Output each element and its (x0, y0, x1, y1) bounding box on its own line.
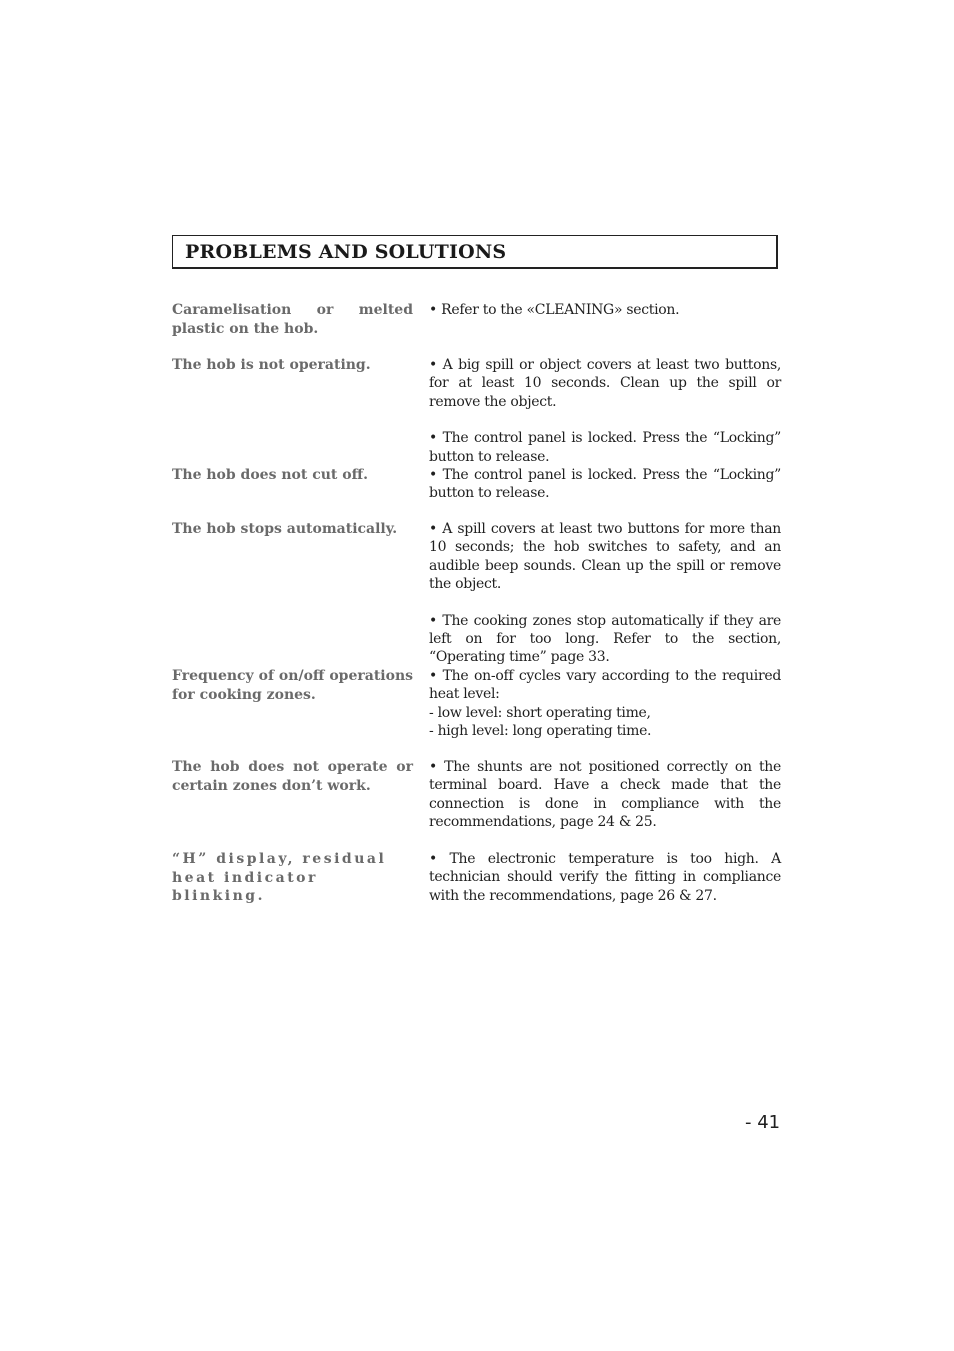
problem-text: The hob does not operate or certain zones don’t work. (172, 759, 413, 794)
solution-list (429, 667, 781, 740)
solution-text: • Refer to the «CLEANING» section. (429, 302, 680, 318)
solution-text: • The shunts are not positioned correctly on the terminal board. Have a check made that the connection is done in compliance with the recommendations, page 24 & 25. (429, 759, 781, 830)
solution-text: • A big spill or object covers at least two buttons, for at least 10 seconds. Clean up the spill or remove the object. (429, 357, 781, 410)
section-title-box (172, 235, 778, 269)
problem-text: The hob stops automatically. (172, 521, 398, 537)
problem-text: Frequency of on/off operations for cooking zones. (172, 668, 413, 703)
problem-text: The hob is not operating. (172, 357, 371, 373)
solution-text: • The control panel is locked. Press the “Locking” button to release. (429, 430, 781, 465)
problem-text: Caramelisation or melted plastic on the hob. (172, 302, 413, 337)
problem-text: The hob does not cut off. (172, 467, 368, 483)
page-title: PROBLEMS AND SOLUTIONS (185, 241, 507, 263)
solution-list (429, 356, 781, 466)
solution-list (429, 850, 781, 905)
solution-text: • The on-off cycles vary according to the required heat level: - low level: short operating time, - high level: long operating time. (429, 668, 781, 739)
solution-text: • A spill covers at least two buttons for more than 10 seconds; the hob switches to safety, and an audible beep sounds. Clean up the spill or remove the object. (429, 521, 781, 592)
solution-text: • The cooking zones stop automatically if they are left on for too long. Refer to the section, “Operating time” page 33. (429, 612, 781, 666)
problem-text: “H” display, residual heat indicator blinking. (172, 851, 387, 904)
solution-list (429, 301, 781, 319)
solution-text: • The electronic temperature is too high. A technician should verify the fitting in compliance with the recommendations, page 26 & 27. (429, 851, 781, 904)
solution-list (429, 466, 781, 503)
solution-list (429, 758, 781, 831)
solution-list (429, 520, 781, 667)
solution-text: • The control panel is locked. Press the “Locking” button to release. (429, 467, 781, 502)
page-number: - 41 (745, 1112, 781, 1133)
